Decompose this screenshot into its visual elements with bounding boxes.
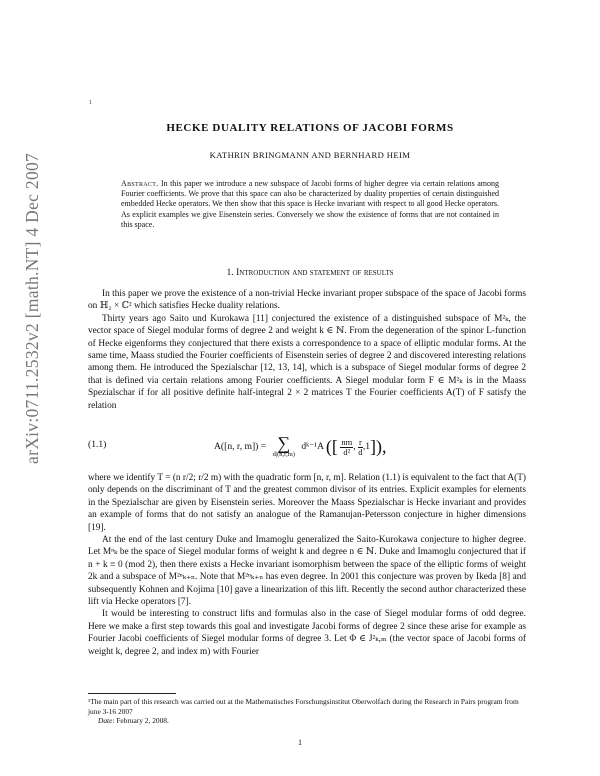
paper-title: HECKE DUALITY RELATIONS OF JACOBI FORMS [166,122,454,134]
equation-tail: ,1 [362,441,371,453]
paper-authors: KATHRIN BRINGMANN AND BERNHARD HEIM [209,150,411,160]
sigma-symbol: ∑ [277,433,291,453]
open-bracket: [ [331,436,338,457]
sum-index: d|(n,r,m) [272,451,295,458]
equation-lhs: A([n, r, m]) = [214,441,267,453]
equation-term: dᵏ⁻¹A [301,441,324,453]
paragraph-1: In this paper we prove the existence of a non-trivial Hecke invariant proper subspace of the space of Jacobi forms on ℍ₂ × ℂ² which satisfies Hecke duality relations. [88,289,526,312]
section-heading [70,267,550,278]
paragraph-2: Thirty years ago Saito und Kurokawa [11] conjectured the existence of a distinguished subspace of M²ₖ, the vector space of Siegel modular forms of degree 2 and weight k ∈ ℕ. From the degeneration of the spinor L-function of Hecke eigenforms they conjectured that there exists a correspondence to a space of elliptic modular forms. At the same time, Maass studied the Fourier coefficients of Eisenstein series of degree 2 and discovered interesting relations among them. He introduced the Spezialschar [12, 13, 14], which is a subspace of Siegel modular forms of degree 2 that is defined via certain relations among Fourier coefficients. A Siegel modular form F ∈ M²ₖ is in the Maass Spezialschar if for all positive definite half-integral 2 × 2 matrices T the Fourier coefficients A(T) of F satisfy the relation [88,313,526,411]
abstract-text: In this paper we introduce a new subspace of Jacobi forms of higher degree via certain relations among Fourier coefficients. We prove that this space can also be characterized by duality properties of certain distinguished embedded Hecke operators. We then show that this space is Hecke invariant with respect to all good Hecke operators. As explicit examples we give Eisenstein series. Conversely we show the existence of forms that are not contained in this space. [121,179,500,229]
footnote-text: ¹The main part of this research was carried out at the Mathematisches Forschungsinstitut Oberwolfach during the Research in Pairs program from june 3-16 2007 [88,697,519,716]
footnote-rule [88,693,176,694]
paragraph-3: where we identify T = (n r/2; r/2 m) with the quadratic form [n, r, m]. Relation (1.1) is equivalent to the fact that A(T) only depends on the discriminant of T and the greatest common divisor of its entries. Explicit examples for elements in the Spezialschar are given by Eisenstein series. Moreover the Maass Spezialschar is Hecke invariant and provides an example of forms that do not satisfy an analogue of the Ramanujan-Petersson conjecture in higher dimensions [19]. [88,473,526,533]
intro-text-bottom [88,472,526,658]
section-title: Introduction and statement of results [236,267,394,278]
abstract [121,179,499,230]
sum-operator [273,435,295,459]
abstract-label: Abstract. [121,179,159,188]
open-paren: ( [325,436,332,457]
paragraph-4: At the end of the last century Duke and Imamoglu generalized the Saito-Kurokawa conjecture to higher degree. Let Mⁿₖ be the space of Siegel modular forms of weight k and degree n ∈ ℕ. Duke and Imamoglu conjectured that if n + k ≡ 0 (mod 2), then there exists a Hecke invariant isomorphism between the space of the elliptic forms of weight 2k and a subspace of M²ⁿₖ₊ₙ. Note that M²ⁿₖ₊ₙ has even degree. In 2001 this conjecture was proven by Ikeda [8] and subsequently Kohnen and Kojima [10] gave a linearization of this lift. Recently the second author characterized these lift via Hecke operators [7]. [88,535,526,608]
close-bracket: ] [370,436,377,457]
date-label: Date [98,716,113,725]
fraction-1 [340,438,353,457]
fraction-1-denominator: d² [343,446,351,457]
fraction-1-numerator: nm [341,436,353,447]
paragraph-5: It would be interesting to construct lifts and formulas also in the case of Siegel modular forms of odd degree. Here we make a first step towards this goal and investigate Jacobi forms of degree 2 since these arise for example as Fourier Jacobi coefficients of Siegel modular forms of degree 3. Let Φ ∈ J²ₖ,ₘ (the vector space of Jacobi forms of weight k, degree 2, and index m) with Fourier [88,609,526,657]
fraction-2-denominator: d [358,446,363,457]
fraction-2-numerator: r [359,436,362,447]
date-value: : February 2, 2008. [112,716,169,725]
page-number: 1 [298,738,302,747]
section-number: 1. [226,267,234,278]
equation-number: (1.1) [88,439,107,450]
equation-end: ), [376,436,387,457]
intro-text-top [88,288,526,412]
corner-mark: 1 [89,100,92,106]
footnote-date [88,716,526,726]
footnote [88,697,526,726]
arxiv-stamp: arXiv:0711.2532v2 [math.NT] 4 Dec 2007 [22,152,42,464]
equation-1-1 [88,435,526,465]
equation-formula: A([n, r, m]) = ∑ d|(n,r,m) dᵏ⁻¹A ([ $\frac{nm}{\text{d²}}$ , $\frac{r}{d}$ ,1]), [214,433,387,458]
